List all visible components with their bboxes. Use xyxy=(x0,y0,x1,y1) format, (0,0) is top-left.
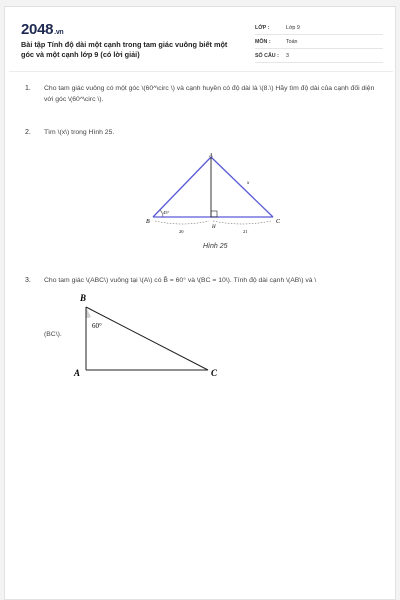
label-c: C xyxy=(211,368,218,378)
figure-25 xyxy=(145,151,285,246)
header-divider xyxy=(9,71,393,72)
meta-label-count: SỐ CÂU : xyxy=(255,53,279,59)
meta-value-count: 3 xyxy=(286,53,289,59)
label-c: C xyxy=(276,219,281,225)
label-angle-45: 45° xyxy=(163,210,170,215)
brace-bh xyxy=(155,221,209,224)
label-angle-60: 60° xyxy=(92,322,102,330)
meta-label-subject: MÔN : xyxy=(255,39,271,45)
meta-divider xyxy=(255,34,383,35)
question-3-number: 3. xyxy=(25,277,31,284)
logo-text: 2048 xyxy=(21,21,54,38)
side-bc xyxy=(86,307,208,370)
label-x: x xyxy=(247,181,250,186)
label-a: A xyxy=(209,153,213,159)
side-ac xyxy=(211,157,273,217)
side-ab xyxy=(153,157,211,217)
figure-25-caption: Hình 25 xyxy=(203,243,228,250)
label-b: B xyxy=(80,293,87,303)
label-seg-20: 20 xyxy=(179,229,184,234)
label-seg-21: 21 xyxy=(243,229,248,234)
right-angle-mark xyxy=(211,211,217,217)
question-1-text: Cho tam giác vuông có một góc \(60^\circ \) và cạnh huyền có độ dài là \(8.\) Hãy tìm độ dài của cạnh đối diện với góc \(60^\circ \). xyxy=(44,85,375,103)
figure-3 xyxy=(67,287,227,382)
question-3-text: Cho tam giác \(ABC\) vuông tại \(A\) có B̂ = 60° và \(BC = 10\). Tính độ dài cạnh \(AB\) và \ xyxy=(44,277,317,284)
page-title: Bài tập Tính độ dài một cạnh trong tam giác vuông biết một góc và một cạnh lớp 9 (có lời giải) xyxy=(21,40,228,59)
meta-divider xyxy=(255,62,383,63)
question-2-number: 2. xyxy=(25,129,31,136)
site-logo[interactable] xyxy=(21,21,63,38)
question-2-text: Tìm \(x\) trong Hình 25. xyxy=(44,129,115,136)
brace-hc xyxy=(213,221,271,224)
meta-value-subject: Toán xyxy=(286,39,298,45)
label-b: B xyxy=(146,219,150,225)
meta-label-class: LỚP : xyxy=(255,25,270,31)
label-a: A xyxy=(74,368,81,378)
meta-divider xyxy=(255,48,383,49)
document-page xyxy=(4,6,396,600)
logo-suffix: .vn xyxy=(54,29,64,36)
meta-value-class: Lớp 9 xyxy=(286,25,300,31)
question-1-number: 1. xyxy=(25,85,31,92)
label-h: H xyxy=(212,225,216,230)
question-3-text-continued: (BC\). xyxy=(44,331,62,338)
